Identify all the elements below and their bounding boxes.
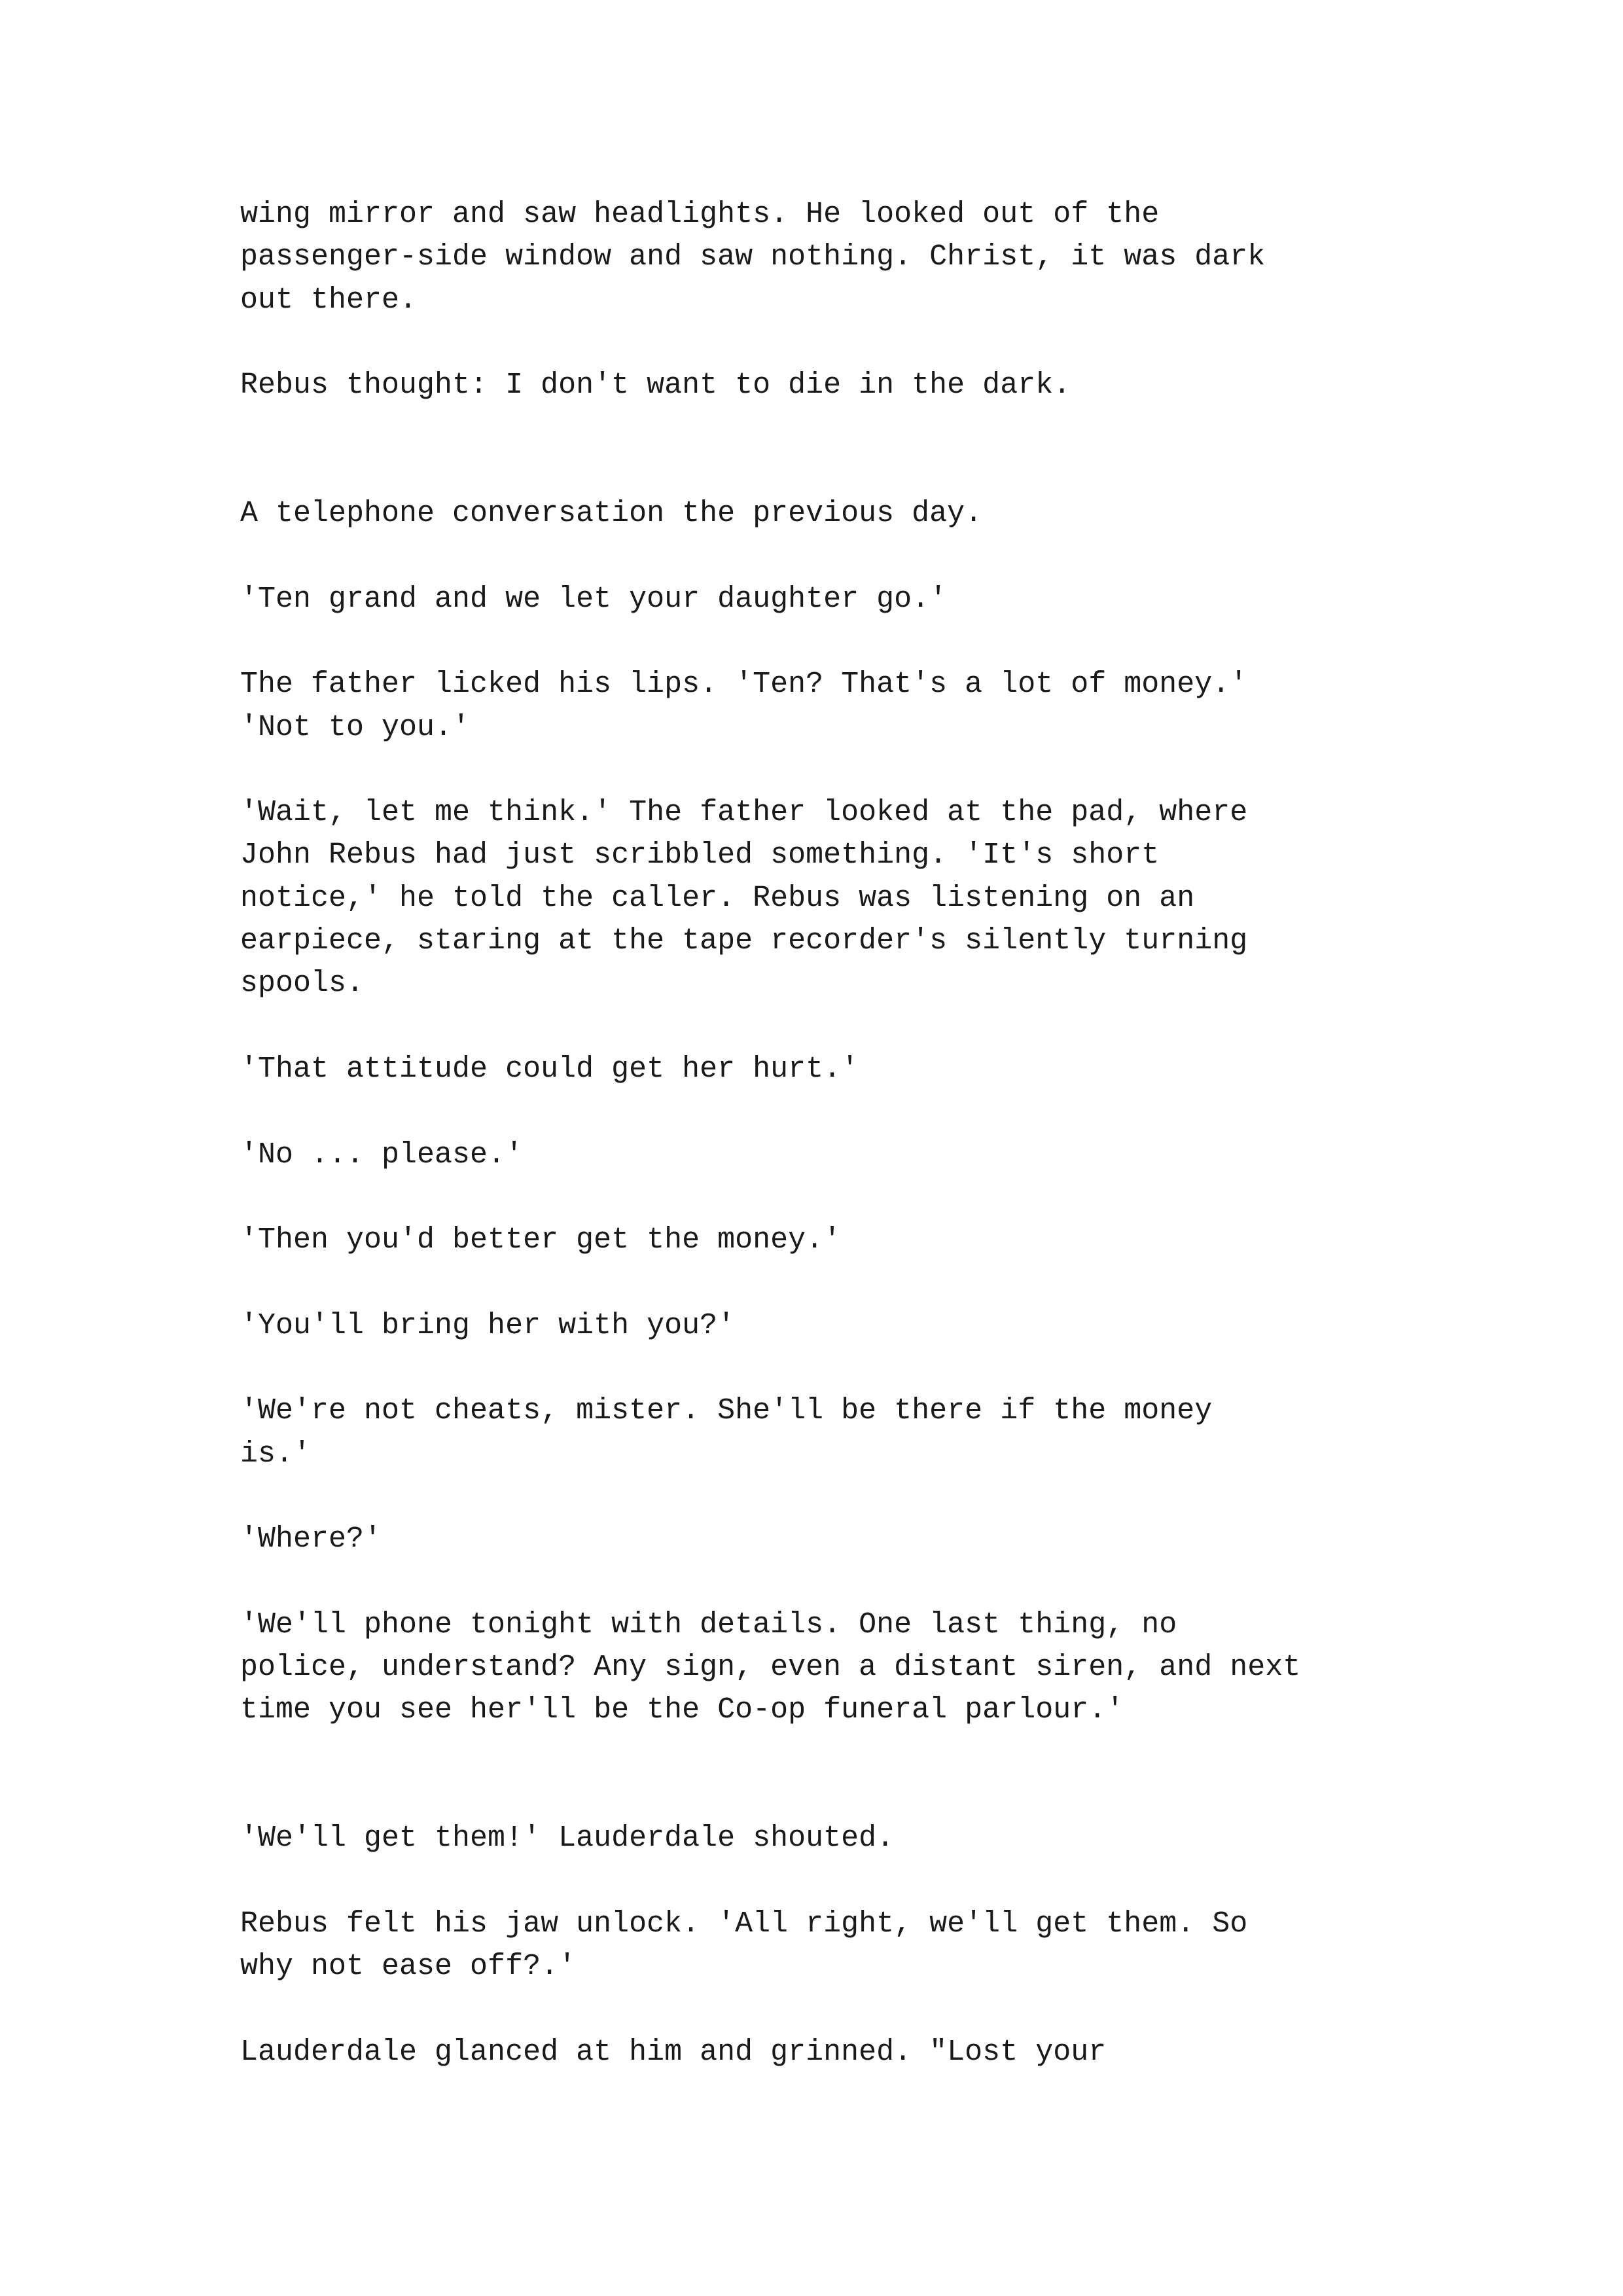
text-line: 'We're not cheats, mister. She'll be there if the money bbox=[240, 1394, 1213, 1428]
text-line: Rebus thought: I don't want to die in the dark. bbox=[240, 368, 1071, 403]
paragraph bbox=[240, 1219, 1418, 1261]
body-text bbox=[240, 193, 1418, 2073]
text-line: 'You'll bring her with you?' bbox=[240, 1308, 736, 1342]
text-line: out there. bbox=[240, 283, 418, 317]
text-line: 'Wait, let me think.' The father looked at the pad, where bbox=[240, 796, 1248, 830]
text-line: passenger-side window and saw nothing. Christ, it was dark bbox=[240, 240, 1266, 274]
text-line: earpiece, staring at the tape recorder's silently turning bbox=[240, 924, 1248, 958]
text-line: why not ease off?.' bbox=[240, 1950, 577, 1984]
paragraph bbox=[240, 663, 1418, 749]
paragraph bbox=[240, 1134, 1418, 1176]
paragraph bbox=[240, 578, 1418, 620]
text-line: 'Ten grand and we let your daughter go.' bbox=[240, 582, 948, 616]
text-line: Lauderdale glanced at him and grinned. "Lost your bbox=[240, 2035, 1107, 2069]
text-line: The father licked his lips. 'Ten? That's a lot of money.' bbox=[240, 668, 1248, 702]
paragraph bbox=[240, 1817, 1418, 1859]
text-line: 'Where?' bbox=[240, 1522, 382, 1556]
paragraph bbox=[240, 1048, 1418, 1090]
paragraph bbox=[240, 2031, 1418, 2073]
paragraph bbox=[240, 364, 1418, 406]
text-line: wing mirror and saw headlights. He looked out of the bbox=[240, 198, 1160, 231]
text-line: 'Not to you.' bbox=[240, 710, 471, 744]
text-line: 'That attitude could get her hurt.' bbox=[240, 1052, 859, 1086]
paragraph bbox=[240, 791, 1418, 1005]
paragraph bbox=[240, 1518, 1418, 1560]
paragraph bbox=[240, 193, 1418, 321]
paragraph bbox=[240, 492, 1418, 535]
text-line: John Rebus had just scribbled something. 'It's short bbox=[240, 838, 1160, 872]
text-line: Rebus felt his jaw unlock. 'All right, we'll get them. So bbox=[240, 1907, 1248, 1941]
paragraph bbox=[240, 1903, 1418, 1988]
text-line: time you see her'll be the Co-op funeral parlour.' bbox=[240, 1693, 1124, 1727]
text-line: police, understand? Any sign, even a distant siren, and next bbox=[240, 1651, 1301, 1685]
text-line: is.' bbox=[240, 1437, 312, 1471]
text-line: 'No ... please.' bbox=[240, 1138, 524, 1172]
text-line: spools. bbox=[240, 967, 365, 1001]
paragraph bbox=[240, 1390, 1418, 1475]
text-line: 'We'll get them!' Lauderdale shouted. bbox=[240, 1821, 895, 1856]
paragraph bbox=[240, 1304, 1418, 1347]
text-line: notice,' he told the caller. Rebus was listening on an bbox=[240, 881, 1195, 915]
text-line: 'We'll phone tonight with details. One last thing, no bbox=[240, 1607, 1177, 1641]
text-line: A telephone conversation the previous day. bbox=[240, 497, 983, 531]
text-line: 'Then you'd better get the money.' bbox=[240, 1223, 842, 1257]
paragraph bbox=[240, 1604, 1418, 1732]
